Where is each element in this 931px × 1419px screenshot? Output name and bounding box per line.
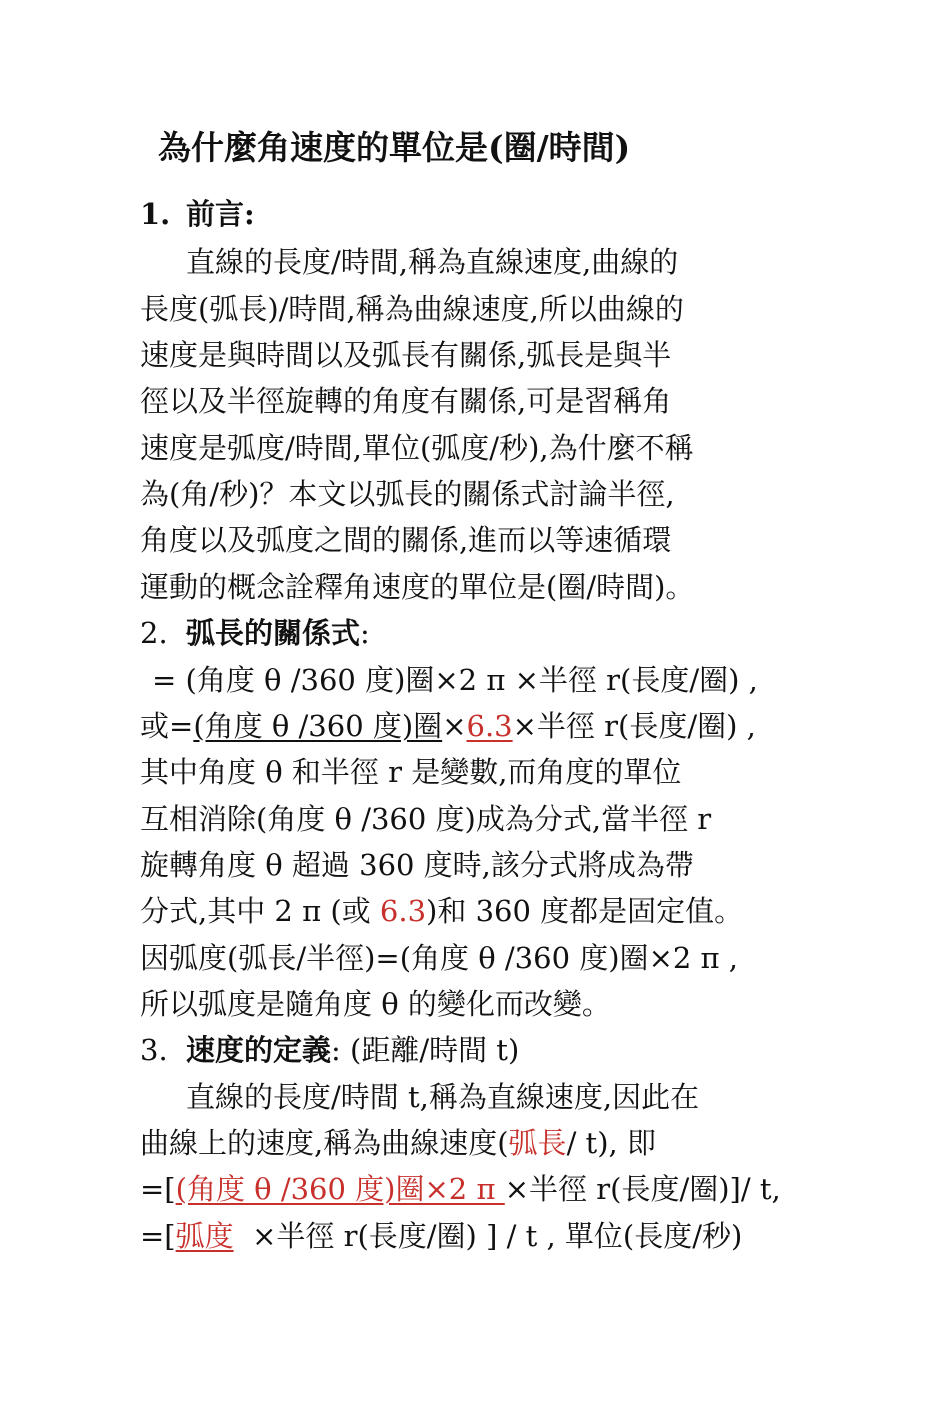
- section-number: 1.: [140, 197, 171, 231]
- highlighted-term: 弧長: [508, 1126, 567, 1160]
- paragraph-text: 曲線上的速度,稱為曲線速度(: [140, 1126, 509, 1160]
- section-title: 弧長的關係式: [186, 616, 361, 650]
- paragraph-line: 速度是弧度/時間,單位(弧度/秒),為什麼不稱: [140, 431, 694, 465]
- formula-text: =[: [140, 1172, 176, 1206]
- paragraph-line: 角度以及弧度之間的關係,進而以等速循環: [140, 523, 672, 557]
- paragraph-line: [140, 893, 743, 933]
- formula-text: 或=: [140, 709, 194, 743]
- highlighted-value: 6.3: [379, 894, 427, 928]
- highlighted-term: (角度 θ /360 度)圈×2 π: [175, 1172, 505, 1206]
- paragraph-text: / t), 即: [566, 1126, 656, 1160]
- paragraph-line: [140, 1125, 656, 1165]
- paragraph-line: 運動的概念詮釋角速度的單位是(圈/時間)。: [140, 570, 695, 604]
- section-title: 前言:: [186, 197, 255, 231]
- paragraph-line: 互相消除(角度 θ /360 度)成為分式,當半徑 r: [140, 802, 712, 836]
- formula-line: [140, 708, 756, 748]
- formula-text: ×半徑 r(長度/圈)]/ t,: [504, 1172, 781, 1206]
- highlighted-term: 弧度: [175, 1219, 234, 1253]
- paragraph-text: )和 360 度都是固定值。: [426, 894, 744, 928]
- highlighted-value: 6.3: [466, 709, 513, 743]
- paragraph-line: 為(角/秒)？本文以弧長的關係式討論半徑,: [140, 477, 675, 511]
- underlined-term: (角度 θ /360 度)圈: [193, 709, 443, 743]
- paragraph-line: 因弧度(弧長/半徑)=(角度 θ /360 度)圈×2 π ,: [140, 941, 739, 975]
- formula-text: ×半徑 r(長度/圈) ,: [512, 709, 756, 743]
- formula-line: = (角度 θ /360 度)圈×2 π ×半徑 r(長度/圈) ,: [152, 663, 758, 697]
- paragraph-line: 徑以及半徑旋轉的角度有關係,可是習稱角: [140, 384, 672, 418]
- paragraph-line: 其中角度 θ 和半徑 r 是變數,而角度的單位: [140, 755, 682, 789]
- paragraph-line: 直線的長度/時間,稱為直線速度,曲線的: [186, 245, 679, 279]
- paragraph-line: 長度(弧長)/時間,稱為曲線速度,所以曲線的: [140, 292, 684, 326]
- section-1-heading: [140, 196, 255, 236]
- formula-text: ×半徑 r(長度/圈) ] / t , 單位(長度/秒): [233, 1219, 743, 1253]
- section-title-rest: : (距離/時間 t): [331, 1033, 520, 1067]
- section-number: 2.: [140, 616, 168, 650]
- formula-line: [140, 1171, 781, 1211]
- paragraph-line: 所以弧度是隨角度 θ 的變化而改變。: [140, 987, 611, 1021]
- paragraph-line: 直線的長度/時間 t,稱為直線速度,因此在: [186, 1080, 700, 1114]
- page-title: 為什麼角速度的單位是(圈/時間): [158, 128, 631, 167]
- formula-text: =[: [140, 1219, 176, 1253]
- section-3-heading: [140, 1032, 519, 1072]
- paragraph-line: 速度是與時間以及弧長有關係,弧長是與半: [140, 338, 672, 372]
- formula-text: ×: [442, 709, 467, 743]
- paragraph-line: 旋轉角度 θ 超過 360 度時,該分式將成為帶: [140, 848, 694, 882]
- paragraph-text: 分式,其中 2 π (或: [140, 894, 380, 928]
- formula-line: [140, 1218, 742, 1258]
- section-title: 速度的定義: [186, 1033, 332, 1067]
- section-number: 3.: [140, 1033, 168, 1067]
- section-title-colon: :: [360, 616, 370, 650]
- section-2-heading: [140, 615, 370, 655]
